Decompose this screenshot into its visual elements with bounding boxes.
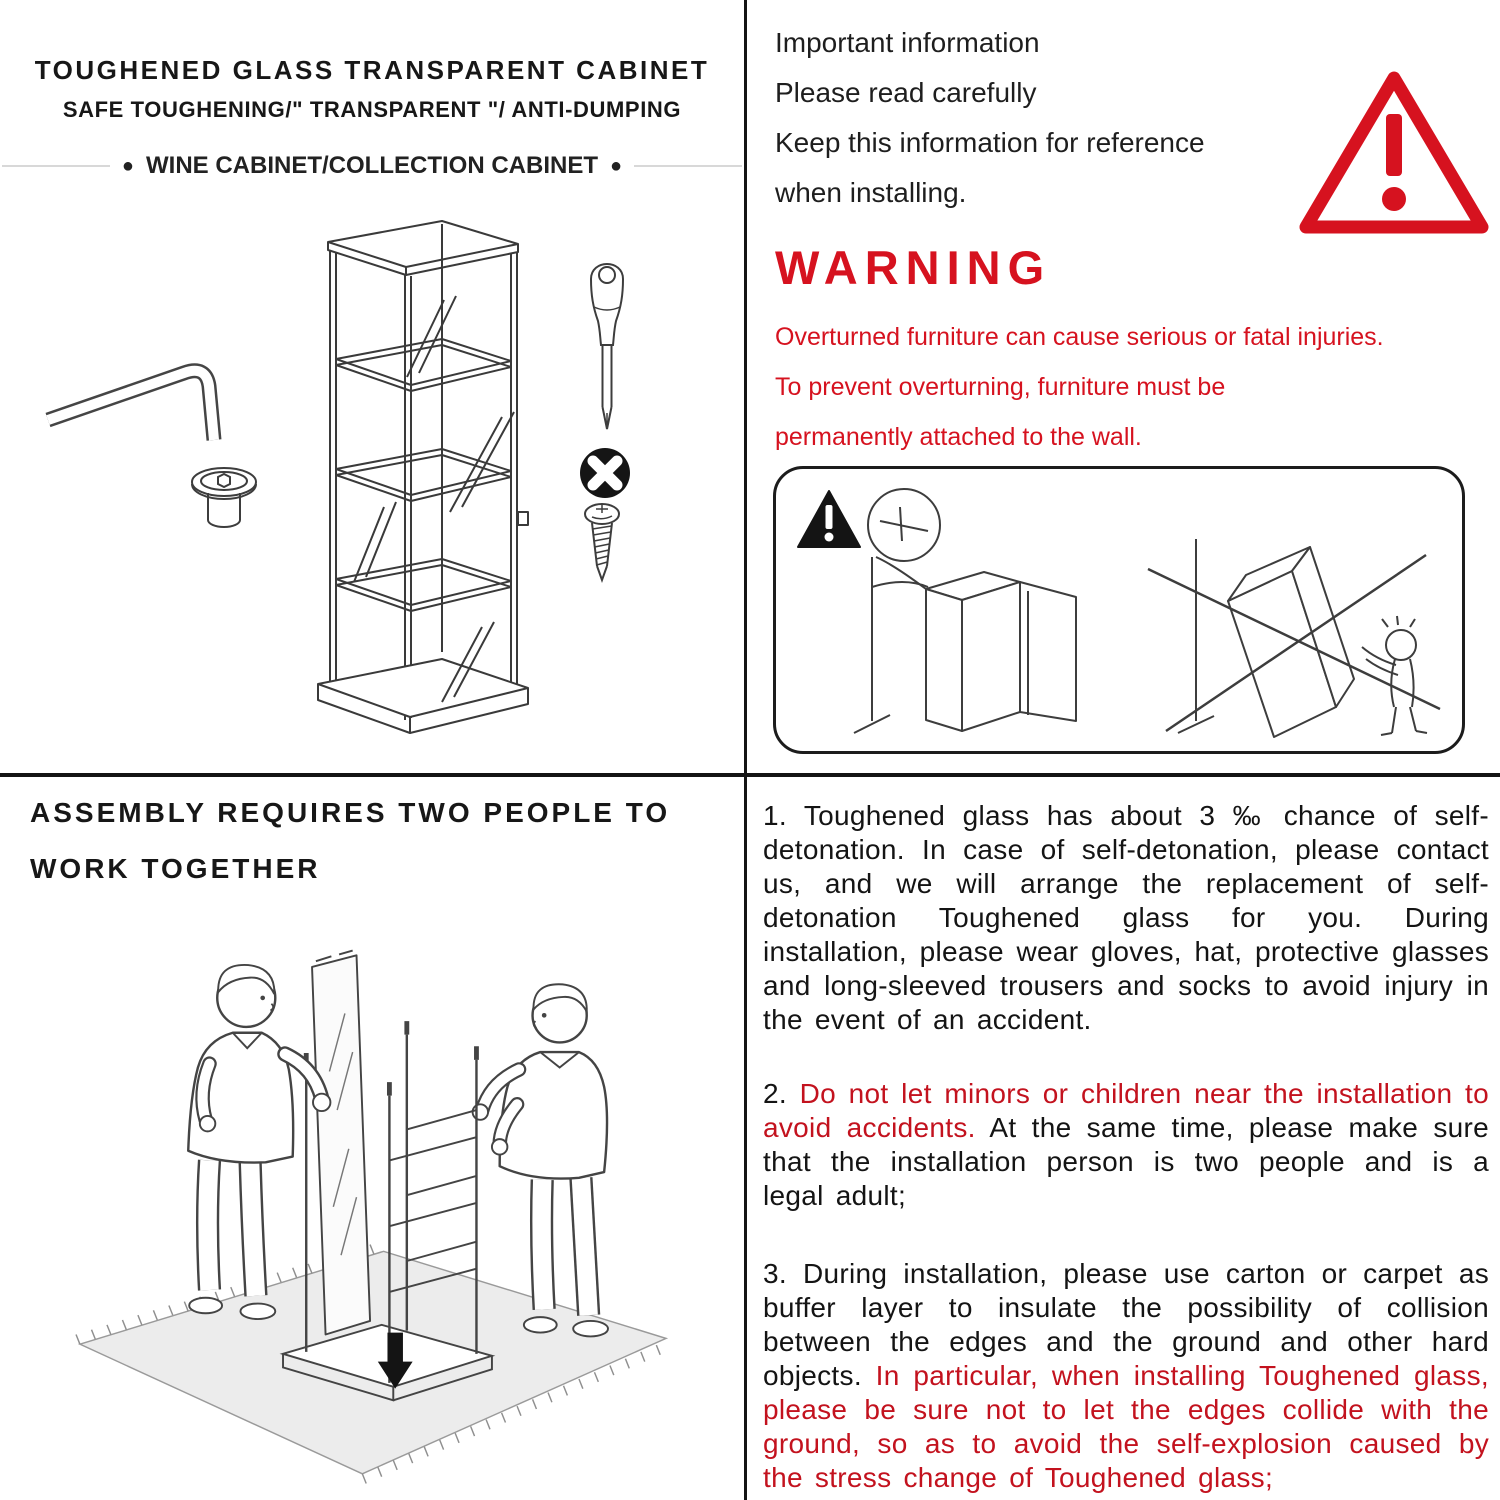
screwdriver-drawing [577,253,637,438]
info-line: when installing. [775,177,967,208]
tagline-text: WINE CABINET/COLLECTION CABINET [146,152,598,179]
note-paragraph-1: 1. Toughened glass has about 3 ‰ chance of self-detonation. In case of self-detonation, please contact us, and we will arrange the replacement of self-detonation Toughened glass for you. During installation, please wear gloves, hat, protective glasses and long-sleeved trousers and socks to avoid injury in the event of an accident. [763,800,1489,1035]
phillips-x-icon [578,446,632,500]
person-right-drawing [473,984,608,1336]
anti-tip-illustration-box [773,466,1465,754]
product-title: TOUGHENED GLASS TRANSPARENT CABINET [34,55,710,85]
cabinet-attached-to-wall-drawing [854,489,1076,733]
tagline-rule-right [634,165,742,167]
product-intro-section [0,0,744,773]
warning-line: To prevent overturning, furniture must be [775,373,1226,401]
black-warning-triangle-icon [798,491,860,547]
note-2-red-text: Do not let minors or children near the installation to avoid accidents. [763,1078,1489,1143]
warning-triangle-icon [1299,70,1489,235]
tipping-cabinet-crossed-drawing [1148,539,1440,737]
info-line: Important information [775,27,1040,58]
info-line: Please read carefully [775,77,1037,108]
cabinet-line-drawing [292,212,547,767]
note-3-red-text: In particular, when installing Toughened glass, please be sure not to let the edges collide with the ground, so as to avoid the self-explosion caused by the stress change of Toughened glass; [763,1360,1489,1493]
notes-section [747,777,1500,1500]
screw-drawing [580,502,628,586]
installation-notes [763,799,1489,1500]
two-people-assembly-drawing [52,907,692,1497]
warning-line: permanently attached to the wall. [775,423,1142,451]
important-info-section [747,0,1500,773]
assembly-title-line1: ASSEMBLY REQUIRES TWO PEOPLE TO [30,797,671,828]
assembly-section [0,777,744,1500]
assembly-title [30,785,670,897]
bullet-icon: ● [609,154,623,177]
note-paragraph-3: 3. During installation, please use carton or carpet as buffer layer to insulate the possibility of collision between the edges and the ground and other hard objects. In particular, when installing Toughened glass, please be sure not to let the edges collide with the ground, so as to avoid the self-explosion caused by the stress change of Toughened glass; [763,1258,1489,1493]
warning-title: WARNING [775,241,1052,294]
person-left-drawing [188,965,293,1319]
info-line: Keep this information for reference [775,127,1205,158]
barrel-nut-drawing [182,458,266,542]
note-paragraph-2: 2. Do not let minors or children near the installation to avoid accidents. At the same time, please make sure that the installation person is two people and is a legal adult; [763,1078,1489,1211]
product-subtitle: SAFE TOUGHENING/" TRANSPARENT "/ ANTI-DUMPING [62,97,682,122]
bullet-icon: ● [121,154,134,177]
warning-line: Overturned furniture can cause serious or fatal injuries. [775,323,1384,351]
product-tagline [0,152,744,180]
anti-tip-illustrations [776,469,1465,754]
important-info-text [775,18,1205,218]
allen-key-drawing [38,348,248,458]
assembly-title-line2: WORK TOGETHER [30,853,321,884]
tagline-rule-left [2,165,110,167]
warning-text [775,312,1384,462]
